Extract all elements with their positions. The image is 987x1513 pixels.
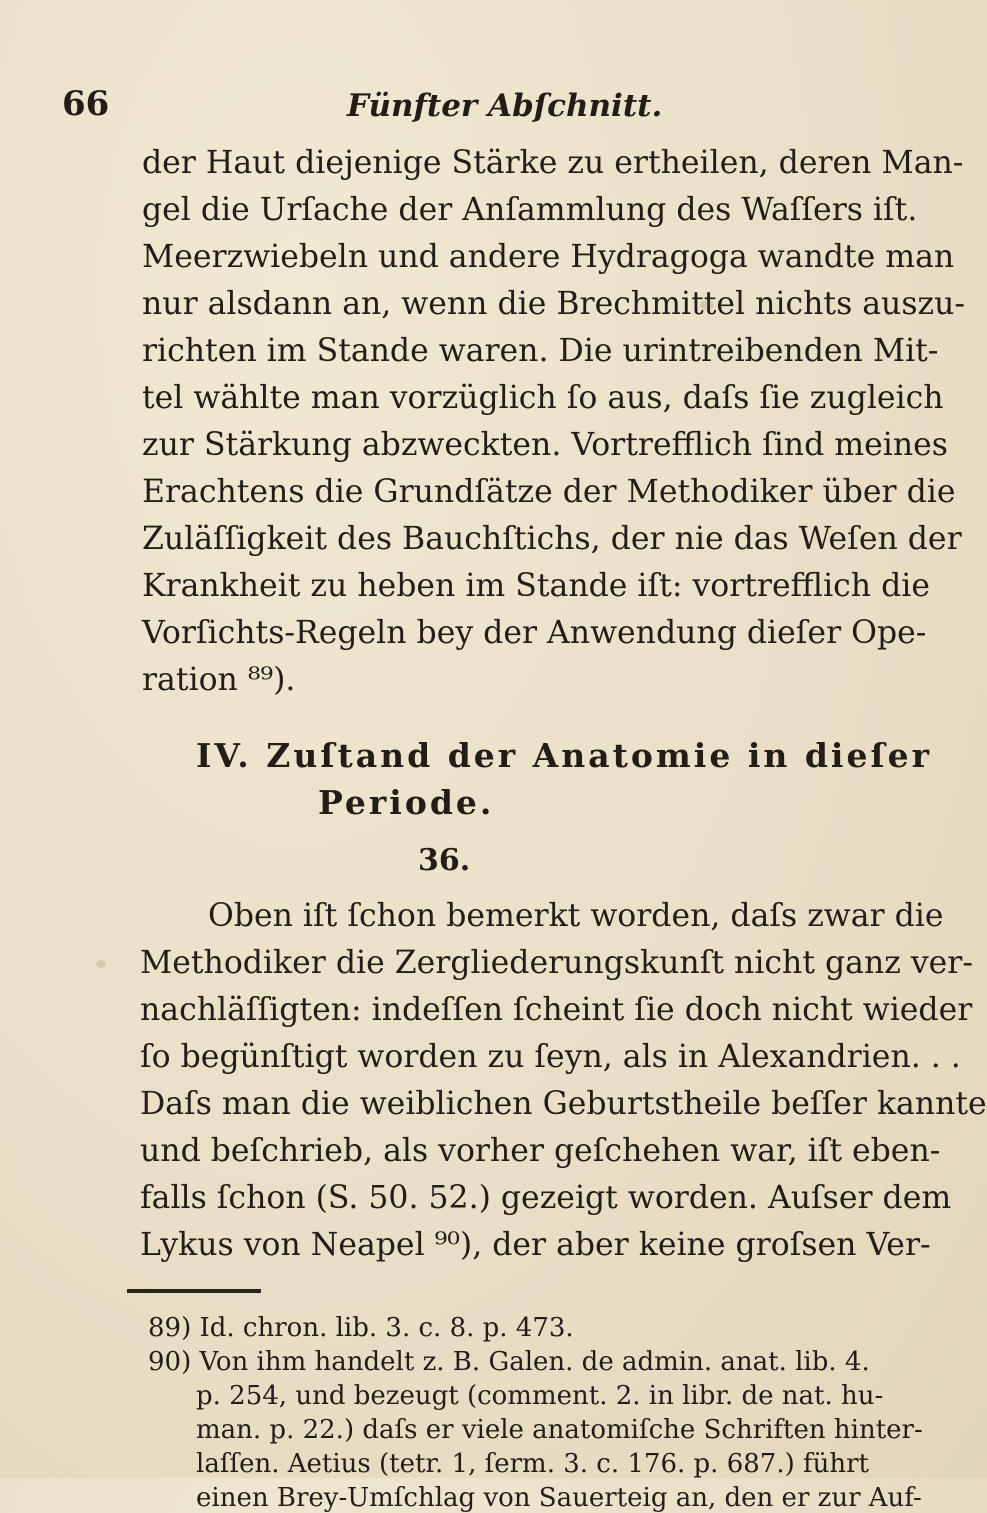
running-head: Fünfter Abſchnitt.	[347, 88, 663, 124]
text-line: nur alsdann an, wenn die Brechmittel nichts auszu-	[142, 286, 966, 322]
footnote-90-continued: man. p. 22.) daſs er viele anatomiſche Schriften hinter-	[196, 1415, 923, 1445]
text-line: und beſchrieb, als vorher geſchehen war, iſt eben-	[140, 1133, 941, 1169]
text-line: Krankheit zu heben im Stande iſt: vortrefflich die	[142, 568, 930, 604]
section-title-line-1: IV. Zuſtand der Anatomie in dieſer	[196, 736, 933, 775]
footnote-90-continued: p. 254, und bezeugt (comment. 2. in libr. de nat. hu-	[196, 1381, 884, 1411]
text-line: Methodiker die Zergliederungskunſt nicht ganz ver-	[140, 945, 973, 981]
text-line: falls ſchon (S. 50. 52.) gezeigt worden. Auſser dem	[140, 1180, 952, 1216]
paper-stain	[96, 960, 106, 968]
text-line: Daſs man die weiblichen Geburtstheile beſſer kannte	[140, 1086, 987, 1122]
footnote-89: 89) Id. chron. lib. 3. c. 8. p. 473.	[148, 1313, 574, 1343]
text-line: ration ⁸⁹).	[142, 662, 296, 698]
footnote-90-continued: einen Brey-Umſchlag von Sauerteig an, den er zur Auf-	[196, 1483, 922, 1513]
footnote-90: 90) Von ihm handelt z. B. Galen. de admin. anat. lib. 4.	[148, 1347, 870, 1377]
text-line: Vorſichts-Regeln bey der Anwendung dieſer Ope-	[142, 615, 927, 651]
text-line: ſo begünſtigt worden zu ſeyn, als in Alexandrien. . .	[140, 1039, 961, 1075]
paper-stain	[700, 300, 714, 310]
page-number: 66	[62, 84, 110, 124]
text-line: Zuläſſigkeit des Bauchſtichs, der nie das Weſen der	[142, 521, 962, 557]
text-line: Oben iſt ſchon bemerkt worden, daſs zwar die	[208, 898, 944, 934]
section-title-line-2: Periode.	[318, 783, 495, 822]
text-line: tel wählte man vorzüglich ſo aus, daſs ſie zugleich	[142, 380, 944, 416]
text-line: zur Stärkung abzweckten. Vortrefflich ſind meines	[142, 427, 948, 463]
text-line: nachläſſigten: indeſſen ſcheint ſie doch nicht wieder	[140, 992, 973, 1028]
paragraph-number: 36.	[418, 843, 471, 878]
text-line: der Haut diejenige Stärke zu ertheilen, deren Man-	[142, 145, 964, 181]
footnote-90-continued: laſſen. Aetius (tetr. 1, ſerm. 3. c. 176. p. 687.) führt	[196, 1449, 870, 1479]
footnote-rule	[127, 1289, 261, 1293]
page-header	[62, 84, 702, 124]
text-line: Lykus von Neapel ⁹⁰), der aber keine groſsen Ver-	[140, 1227, 931, 1263]
text-line: gel die Urſache der Anſammlung des Waſſers iſt.	[142, 192, 918, 228]
text-line: Erachtens die Grundſätze der Methodiker über die	[142, 474, 956, 510]
text-line: Meerzwiebeln und andere Hydragoga wandte man	[142, 239, 955, 275]
text-line: richten im Stande waren. Die urintreibenden Mit-	[142, 333, 939, 369]
